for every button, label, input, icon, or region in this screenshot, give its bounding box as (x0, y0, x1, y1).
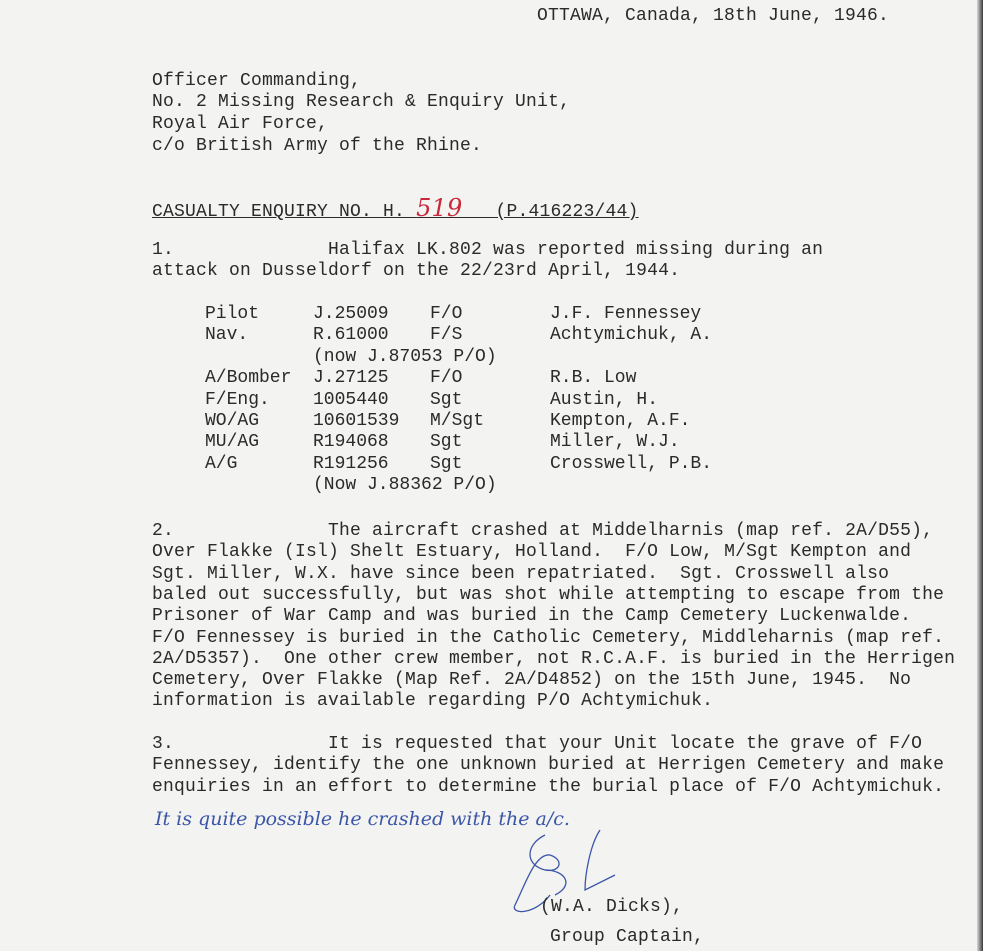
para2-line: information is available regarding P/O Achtymichuk. (152, 691, 714, 712)
crew-name: J.F. Fennessey (550, 304, 702, 324)
heading-reference: (P.416223/44) (495, 202, 639, 222)
crew-rank: M/Sgt (430, 411, 485, 431)
para2-line: Cemetery, Over Flakke (Map Ref. 2A/D4852) on the 15th June, 1945. No (152, 670, 912, 691)
handwritten-note: It is quite possible he crashed with the a/c. (155, 808, 570, 830)
para2-line: Sgt. Miller, W.X. have since been repatriated. Sgt. Crosswell also (152, 563, 890, 584)
crew-number: R194068 (313, 432, 389, 453)
para1-line: attack on Dusseldorf on the 22/23rd April, 1944. (152, 261, 681, 281)
crew-number: (now J.87053 P/O) (313, 346, 497, 367)
crew-name: Kempton, A.F. (550, 411, 691, 431)
signatory-name: (W.A. Dicks), (540, 897, 684, 917)
para2-line: 2. The aircraft crashed at Middelharnis (map ref. 2A/D55), (152, 521, 934, 541)
para2-line: baled out successfully, but was shot while attempting to escape from the (152, 584, 945, 605)
para2-line: Over Flakke (Isl) Shelt Estuary, Holland. F/O Low, M/Sgt Kempton and (152, 542, 912, 563)
address-line: No. 2 Missing Research & Enquiry Unit, (152, 92, 571, 112)
handwritten-case-number: 519 (416, 194, 463, 222)
crew-number: J.25009 (313, 304, 389, 324)
crew-name: Achtymichuk, A. (550, 325, 713, 346)
crew-rank: Sgt (430, 453, 463, 474)
crew-number: R191256 (313, 453, 389, 474)
crew-role: F/Eng. (205, 389, 270, 410)
crew-number: R.61000 (313, 325, 389, 346)
crew-role: MU/AG (205, 432, 260, 453)
para1-line: 1. Halifax LK.802 was reported missing during an (152, 240, 824, 260)
crew-role: Pilot (205, 304, 260, 324)
crew-number: 1005440 (313, 389, 389, 410)
crew-role: Nav. (205, 325, 249, 346)
crew-rank: Sgt (430, 432, 463, 453)
crew-name: Austin, H. (550, 389, 659, 410)
crew-number: (Now J.88362 P/O) (313, 475, 497, 496)
heading-prefix: CASUALTY ENQUIRY NO. H. (152, 202, 406, 222)
para2-line: Prisoner of War Camp and was buried in the Camp Cemetery Luckenwalde. (152, 606, 912, 627)
date-line: OTTAWA, Canada, 18th June, 1946. (537, 6, 890, 26)
crew-rank: F/O (430, 304, 463, 324)
para2-line: F/O Fennessey is buried in the Catholic Cemetery, Middleharnis (map ref. (152, 627, 945, 648)
subject-heading (152, 194, 639, 223)
crew-role: WO/AG (205, 411, 260, 431)
signatory-title: Group Captain, (550, 927, 705, 947)
crew-name: Crosswell, P.B. (550, 453, 713, 474)
para3-line: 3. It is requested that your Unit locate the grave of F/O (152, 734, 923, 754)
crew-role: A/G (205, 453, 238, 474)
para2-line: 2A/D5357). One other crew member, not R.C.A.F. is buried in the Herrigen (152, 648, 956, 669)
crew-rank: F/O (430, 368, 463, 389)
crew-number: 10601539 (313, 411, 400, 431)
para3-line: enquiries in an effort to determine the burial place of F/O Achtymichuk. (152, 776, 945, 797)
crew-name: R.B. Low (550, 368, 637, 389)
address-line: c/o British Army of the Rhine. (152, 136, 483, 156)
page-edge (977, 0, 983, 951)
address-line: Officer Commanding, (152, 71, 362, 91)
para3-line: Fennessey, identify the one unknown buried at Herrigen Cemetery and make (152, 755, 945, 776)
address-line: Royal Air Force, (152, 114, 329, 134)
crew-name: Miller, W.J. (550, 432, 680, 453)
crew-role: A/Bomber (205, 368, 292, 389)
crew-rank: Sgt (430, 389, 463, 410)
crew-rank: F/S (430, 325, 463, 346)
crew-number: J.27125 (313, 368, 389, 389)
